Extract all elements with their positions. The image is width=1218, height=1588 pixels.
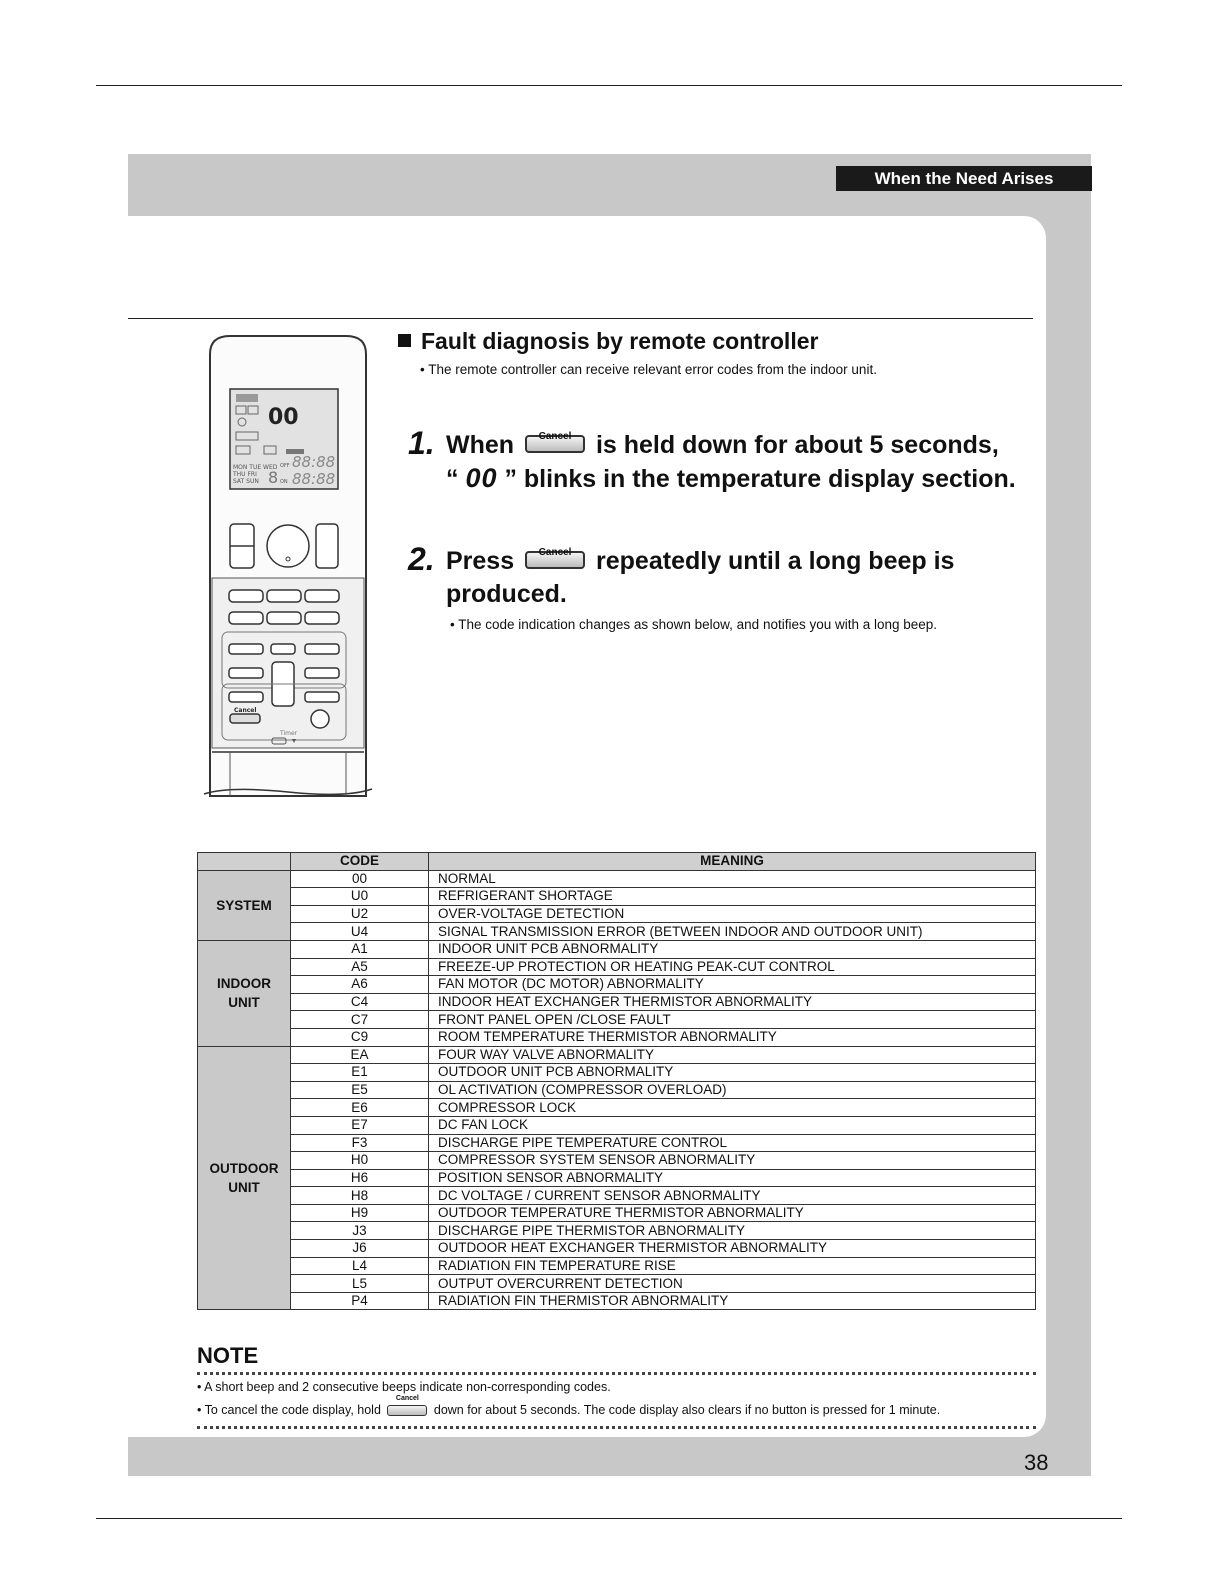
cancel-button-label: Cancel xyxy=(538,547,572,559)
intro-text: • The remote controller can receive relevant error codes from the indoor unit. xyxy=(420,362,877,377)
remote-days-2: THU FRI xyxy=(233,471,257,478)
table-row xyxy=(198,1257,1036,1275)
sheet-divider xyxy=(128,318,1033,319)
table-row xyxy=(198,958,1036,976)
section-title-text: Fault diagnosis by remote controller xyxy=(421,328,819,354)
table-group-cell xyxy=(198,870,291,940)
cancel-button-icon xyxy=(387,1395,427,1416)
note-line-2-after: down for about 5 seconds. The code display also clears if no button is pressed for 1 minute. xyxy=(433,1403,941,1417)
remote-clock-1: 88:88 xyxy=(292,453,336,471)
meaning-cell: OL ACTIVATION (COMPRESSOR OVERLOAD) xyxy=(429,1081,1036,1099)
step-2-text-after: repeatedly until a long beep is xyxy=(596,547,955,575)
code-cell: A5 xyxy=(291,958,429,976)
section-tag: When the Need Arises xyxy=(836,166,1092,191)
step-1-number: 1. xyxy=(408,425,435,461)
table-row xyxy=(198,1152,1036,1170)
meaning-cell: FAN MOTOR (DC MOTOR) ABNORMALITY xyxy=(429,976,1036,994)
code-cell: L5 xyxy=(291,1275,429,1293)
meaning-cell: DISCHARGE PIPE TEMPERATURE CONTROL xyxy=(429,1134,1036,1152)
code-cell: C7 xyxy=(291,1011,429,1029)
code-cell: P4 xyxy=(291,1292,429,1310)
table-row xyxy=(198,1011,1036,1029)
step-1-text-before: When xyxy=(446,431,515,459)
remote-days-1: MON TUE WED xyxy=(233,464,278,471)
table-row xyxy=(198,1222,1036,1240)
table-header-meaning: MEANING xyxy=(429,853,1036,871)
step-1-quote-open: “ xyxy=(446,465,459,493)
step-2-note: • The code indication changes as shown below, and notifies you with a long beep. xyxy=(450,617,938,632)
code-cell: F3 xyxy=(291,1134,429,1152)
note-title: NOTE xyxy=(197,1343,259,1368)
step-2 xyxy=(408,541,955,611)
meaning-cell: OUTDOOR HEAT EXCHANGER THERMISTOR ABNORMALITY xyxy=(429,1240,1036,1258)
meaning-cell: INDOOR UNIT PCB ABNORMALITY xyxy=(429,940,1036,958)
note-line-1: • A short beep and 2 consecutive beeps indicate non-corresponding codes. xyxy=(197,1380,611,1394)
code-cell: C9 xyxy=(291,1028,429,1046)
table-row xyxy=(198,1275,1036,1293)
meaning-cell: OVER-VOLTAGE DETECTION xyxy=(429,905,1036,923)
section-title xyxy=(398,328,818,355)
group-name-line-1: SYSTEM xyxy=(216,897,272,913)
code-cell: U2 xyxy=(291,905,429,923)
table-group-cell xyxy=(198,1046,291,1310)
table-row xyxy=(198,1240,1036,1258)
code-cell: E5 xyxy=(291,1081,429,1099)
note-line-2 xyxy=(197,1395,941,1417)
remote-on-label: ON xyxy=(280,479,288,485)
meaning-cell: FRONT PANEL OPEN /CLOSE FAULT xyxy=(429,1011,1036,1029)
step-2-text-before: Press xyxy=(446,547,515,575)
table-row xyxy=(198,923,1036,941)
error-code-table xyxy=(197,852,1036,1310)
meaning-cell: SIGNAL TRANSMISSION ERROR (BETWEEN INDOOR AND OUTDOOR UNIT) xyxy=(429,923,1036,941)
meaning-cell: COMPRESSOR LOCK xyxy=(429,1099,1036,1117)
remote-clock-2: 88:88 xyxy=(292,470,336,488)
table-row xyxy=(198,940,1036,958)
table-row xyxy=(198,1081,1036,1099)
table-row xyxy=(198,1116,1036,1134)
code-cell: U4 xyxy=(291,923,429,941)
meaning-cell: POSITION SENSOR ABNORMALITY xyxy=(429,1169,1036,1187)
code-cell: A1 xyxy=(291,940,429,958)
step-1-text-after: is held down for about 5 seconds, xyxy=(595,431,999,459)
table-row xyxy=(198,1134,1036,1152)
code-cell: U0 xyxy=(291,888,429,906)
table-row xyxy=(198,1169,1036,1187)
table-row xyxy=(198,1028,1036,1046)
code-cell: H0 xyxy=(291,1152,429,1170)
table-row xyxy=(198,870,1036,888)
meaning-cell: DC VOLTAGE / CURRENT SENSOR ABNORMALITY xyxy=(429,1187,1036,1205)
note-divider-bottom xyxy=(197,1426,1036,1429)
code-cell: L4 xyxy=(291,1257,429,1275)
table-row xyxy=(198,1099,1036,1117)
cancel-button-label: Cancel xyxy=(538,431,572,443)
code-cell: E1 xyxy=(291,1064,429,1082)
code-cell: H6 xyxy=(291,1169,429,1187)
meaning-cell: FOUR WAY VALVE ABNORMALITY xyxy=(429,1046,1036,1064)
group-name-line-1: OUTDOOR xyxy=(209,1160,279,1176)
code-cell: J3 xyxy=(291,1222,429,1240)
meaning-cell: INDOOR HEAT EXCHANGER THERMISTOR ABNORMALITY xyxy=(429,993,1036,1011)
meaning-cell: OUTDOOR TEMPERATURE THERMISTOR ABNORMALITY xyxy=(429,1204,1036,1222)
code-cell: EA xyxy=(291,1046,429,1064)
remote-timer-label: Timer xyxy=(280,730,298,737)
remote-digit: 8 xyxy=(268,468,279,487)
step-2-number: 2. xyxy=(408,541,435,577)
group-name-line-2: UNIT xyxy=(228,995,260,1011)
meaning-cell: OUTPUT OVERCURRENT DETECTION xyxy=(429,1275,1036,1293)
meaning-cell: RADIATION FIN TEMPERATURE RISE xyxy=(429,1257,1036,1275)
meaning-cell: REFRIGERANT SHORTAGE xyxy=(429,888,1036,906)
meaning-cell: ROOM TEMPERATURE THERMISTOR ABNORMALITY xyxy=(429,1028,1036,1046)
remote-days-3: SAT SUN xyxy=(233,478,259,485)
meaning-cell: COMPRESSOR SYSTEM SENSOR ABNORMALITY xyxy=(429,1152,1036,1170)
table-row xyxy=(198,1046,1036,1064)
table-group-cell xyxy=(198,940,291,1046)
table-row xyxy=(198,993,1036,1011)
step-2-line2: produced. xyxy=(446,580,567,608)
remote-controller-illustration xyxy=(200,334,376,804)
meaning-cell: FREEZE-UP PROTECTION OR HEATING PEAK-CUT CONTROL xyxy=(429,958,1036,976)
code-cell: H9 xyxy=(291,1204,429,1222)
page-number: 38 xyxy=(1024,1450,1049,1475)
table-header-row xyxy=(198,853,1036,871)
meaning-cell: OUTDOOR UNIT PCB ABNORMALITY xyxy=(429,1064,1036,1082)
meaning-cell: DISCHARGE PIPE THERMISTOR ABNORMALITY xyxy=(429,1222,1036,1240)
table-row xyxy=(198,1204,1036,1222)
cancel-button-label: Cancel xyxy=(395,1395,419,1403)
table-row xyxy=(198,1292,1036,1310)
table-row xyxy=(198,888,1036,906)
display-code-icon: 00 xyxy=(465,463,498,493)
meaning-cell: NORMAL xyxy=(429,870,1036,888)
code-cell: J6 xyxy=(291,1240,429,1258)
group-name-line-2: UNIT xyxy=(228,1179,260,1195)
meaning-cell: RADIATION FIN THERMISTOR ABNORMALITY xyxy=(429,1292,1036,1310)
code-cell: E6 xyxy=(291,1099,429,1117)
top-rule xyxy=(96,85,1122,86)
bottom-rule xyxy=(96,1518,1122,1519)
remote-off-label: OFF xyxy=(280,463,290,469)
table-header-group xyxy=(198,853,291,871)
group-name-line-1: INDOOR xyxy=(217,976,271,992)
step-1-line2: ” blinks in the temperature display section. xyxy=(504,465,1016,493)
cancel-button-icon xyxy=(525,547,585,569)
note-divider-top xyxy=(197,1372,1036,1375)
table-header-code: CODE xyxy=(291,853,429,871)
table-row xyxy=(198,905,1036,923)
remote-display-code: 00 xyxy=(268,405,299,430)
square-bullet-icon xyxy=(398,334,411,347)
table-row xyxy=(198,1064,1036,1082)
code-cell: H8 xyxy=(291,1187,429,1205)
code-cell: C4 xyxy=(291,993,429,1011)
step-1 xyxy=(408,425,1016,496)
code-cell: A6 xyxy=(291,976,429,994)
cancel-button-icon xyxy=(525,431,585,453)
code-cell: 00 xyxy=(291,870,429,888)
table-row xyxy=(198,976,1036,994)
code-cell: E7 xyxy=(291,1116,429,1134)
meaning-cell: DC FAN LOCK xyxy=(429,1116,1036,1134)
table-row xyxy=(198,1187,1036,1205)
remote-cancel-label: Cancel xyxy=(234,707,257,714)
note-line-2-before: • To cancel the code display, hold xyxy=(197,1403,381,1417)
